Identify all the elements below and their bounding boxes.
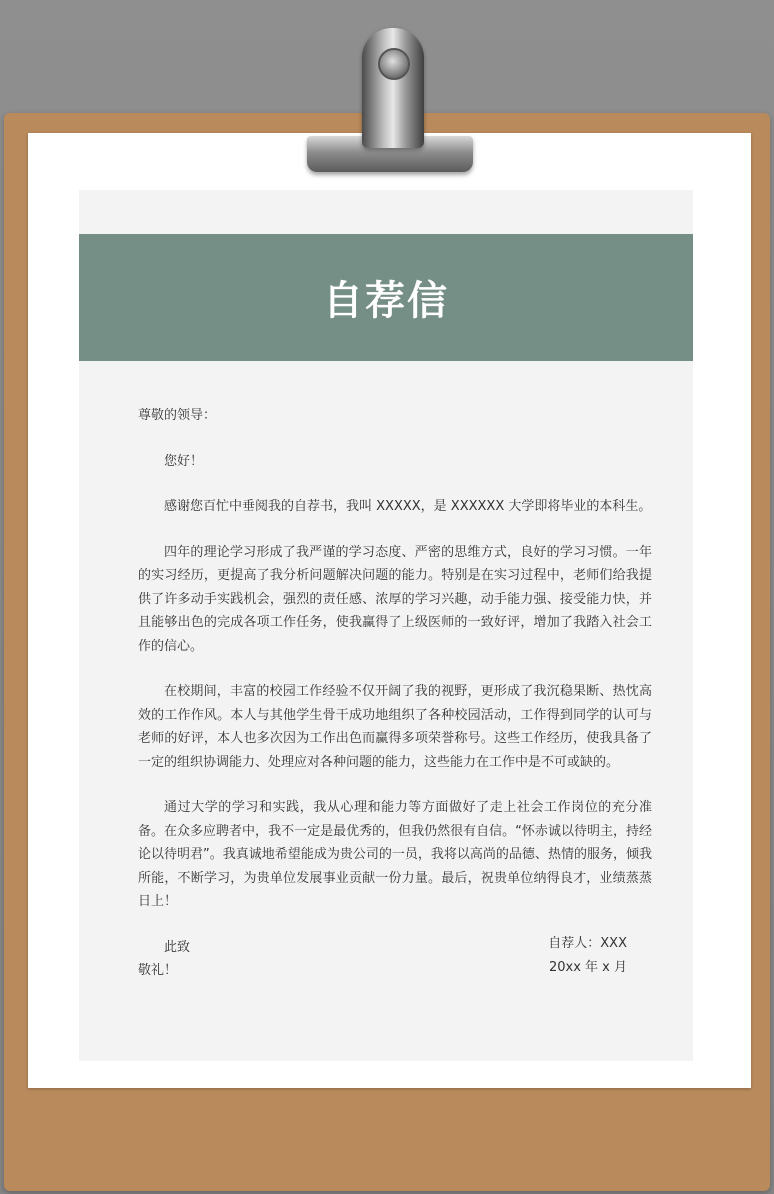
title-banner [79,234,693,361]
letter-paragraph-4: 通过大学的学习和实践，我从心理和能力等方面做好了走上社会工作岗位的充分准备。在众多应聘者中，我不一定是最优秀的，但我仍然很有自信。“怀赤诚以待明主，持经论以待明君”。我真诚地希望能成为贵公司的一员，我将以高尚的品德、热情的服务，倾我所能，不断学习，为贵单位发展事业贡献一份力量。最后，祝贵单位纳得良才，业绩蒸蒸日上！ [138,800,652,909]
clip-hole [378,48,410,80]
letter-closing-1: 此致 [164,939,191,955]
clip-lever [362,28,424,148]
letter-greeting: 您好！ [164,453,204,469]
letter-paragraph-2: 四年的理论学习形成了我严谨的学习态度、严密的思维方式，良好的学习习惯。一年的实习经历，更提高了我分析问题解决问题的能力。特别是在实习过程中，老师们给我提供了许多动手实践机会，强烈的责任感、浓厚的学习兴趣，动手能力强、接受能力快，并且能够出色的完成各项工作任务，使我赢得了上级医师的一致好评，增加了我踏入社会工作的信心。 [138,544,652,654]
letter-date: 20xx 年 x 月 [548,960,627,975]
letter-closing-2: 敬礼！ [138,963,178,978]
letter-salutation: 尊敬的领导： [138,408,217,423]
letter-paragraph-3: 在校期间，丰富的校园工作经验不仅开阔了我的视野，更形成了我沉稳果断、热忱高效的工作作风。本人与其他学生骨干成功地组织了各种校园活动，工作得到同学的认可与老师的好评，本人也多次因为工作出色而赢得多项荣誉称号。这些工作经历，使我具备了一定的组织协调能力、处理应对各种问题的能力，这些能力在工作中是不可或缺的。 [138,684,652,770]
letter-body [138,404,652,983]
letter-signature: 自荐人：XXX [548,936,627,951]
letter-paragraph-1: 感谢您百忙中垂阅我的自荐书，我叫 XXXXX，是 XXXXXX 大学即将毕业的本科生。 [164,499,652,514]
page-title: 自荐信 [323,278,449,324]
